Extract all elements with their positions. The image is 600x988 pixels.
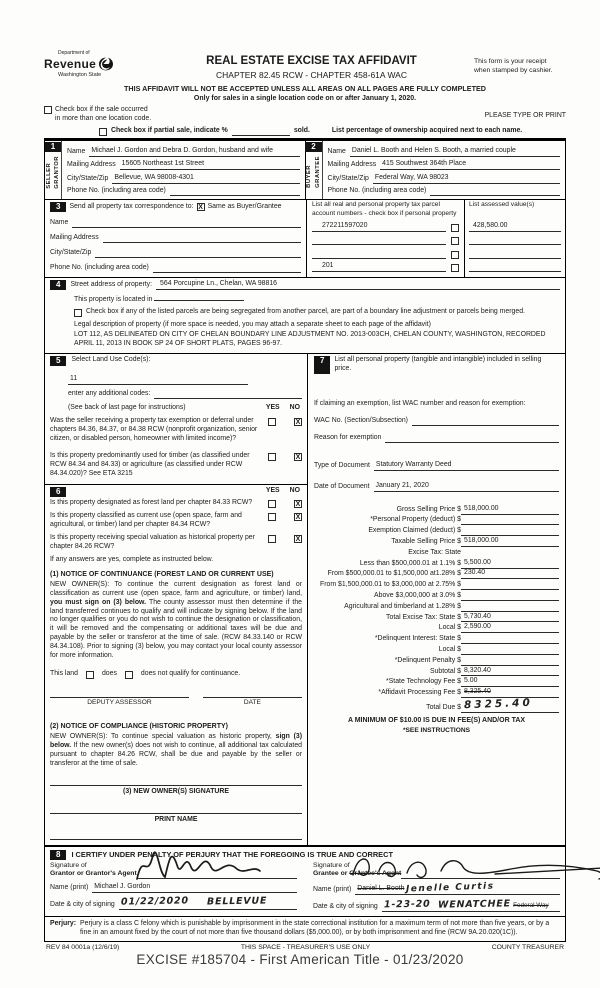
- grantee-name-handwritten[interactable]: Jenelle Curtis: [406, 881, 496, 895]
- exemption-note: If claiming an exemption, list WAC number and reason for exemption:: [314, 399, 526, 407]
- receipt-note-line1: This form is your receipt: [474, 58, 547, 65]
- wac-field[interactable]: [412, 418, 559, 426]
- s5-question-2: Is this property predominantly used for timber (as classified under RCW 84.34 and 84.33) or agriculture (as classified under RCW 84.34.020)? See ETA 3215: [50, 451, 250, 477]
- tax-value-field[interactable]: [461, 589, 559, 590]
- grantee-agent-struck-label: Grantee's Agent: [349, 870, 402, 878]
- send-correspondence-label: Send all property tax correspondence to:: [69, 202, 194, 210]
- tax-label: Local $: [438, 624, 461, 632]
- located-in-field[interactable]: [154, 293, 244, 301]
- personal-property-title: List all personal property (tangible and intangible) included in selling price.: [334, 355, 542, 372]
- assessed-value-field[interactable]: [469, 232, 561, 246]
- assessed-values-header: List assessed value(s): [469, 201, 535, 209]
- personal-property-checkbox[interactable]: [451, 237, 459, 245]
- does-not-qualify-checkbox[interactable]: [125, 671, 133, 679]
- street-address-field[interactable]: 564 Porcupine Ln., Chelan, WA 98816: [156, 280, 560, 290]
- tax-value-field[interactable]: 2,590.00: [461, 623, 559, 633]
- segregated-checkbox[interactable]: [74, 309, 82, 317]
- street-address-label: Street address of property:: [70, 281, 153, 289]
- assessed-value-field[interactable]: 428,580.00: [469, 218, 561, 232]
- segregated-label: Check box if any of the listed parcels are being segregated from another parcel, are part of a boundary line adjustment or parcels being merged.: [86, 308, 525, 316]
- seller-mailing-label: Mailing Address: [67, 161, 116, 169]
- s5-q1-yes-checkbox[interactable]: [268, 418, 276, 426]
- tax-label: Total Excise Tax: State $: [386, 613, 461, 621]
- legal-description-label: Legal description of property (if more space is needed, you may attach a separate sheet to each page of the affidavit): [74, 321, 431, 329]
- tax-value-field[interactable]: 230.40: [461, 569, 559, 579]
- grantor-date-city-label: Date & city of signing: [50, 900, 115, 908]
- section-8-badge: 8: [50, 850, 66, 860]
- s6-q2-no-checkbox[interactable]: X: [295, 513, 301, 521]
- grantor-signature-of-label: Signature of: [50, 861, 87, 869]
- tax-label: Agricultural and timberland at 1.28% $: [344, 602, 461, 610]
- tax-label: Exemption Claimed (deduct) $: [368, 527, 461, 535]
- s6-question-1: Is this property designated as forest land per chapter 84.33 RCW?: [50, 498, 253, 506]
- buyer-city-label: City/State/Zip: [327, 174, 369, 182]
- reason-label: Reason for exemption: [314, 433, 382, 441]
- tax-value-field[interactable]: 8,320.40: [461, 667, 559, 677]
- s6-question-3: Is this property receiving special valuation as historical property per chapter 84.26 RCW?: [50, 533, 255, 550]
- parcel-number-field[interactable]: [312, 244, 446, 245]
- s6-q1-yes-checkbox[interactable]: [268, 500, 276, 508]
- corr-name-field[interactable]: [72, 220, 301, 228]
- document-body: [44, 48, 566, 955]
- doc-date-label: Date of Document: [314, 482, 370, 490]
- tax-label: Local $: [438, 645, 461, 653]
- header: [44, 48, 566, 81]
- perjury-text: Perjury is a class C felony which is punishable by imprisonment in the state correctional institution for a maximum term of not more than five years, or by a fine in an amount fixed by the court of not more than five thousand dollars ($5,000.00), or by both imprisonment and fine (RCW 9A.20.020(1C)).: [80, 920, 550, 937]
- grantor-agent-label: Grantor or Grantor's Agent: [50, 870, 137, 878]
- revenue-logo: [44, 48, 149, 81]
- buyer-name-field[interactable]: Daniel L. Booth and Helen S. Booth, a married couple: [350, 147, 560, 157]
- s6-q3-no-checkbox[interactable]: X: [295, 535, 301, 543]
- doc-type-field[interactable]: Statutory Warranty Deed: [374, 461, 559, 471]
- doc-date-field[interactable]: January 21, 2020: [374, 482, 559, 492]
- seller-name-label: Name: [67, 147, 86, 155]
- s5-q2-yes-checkbox[interactable]: [268, 453, 276, 461]
- grantor-date-handwritten[interactable]: 01/22/2020: [120, 895, 189, 908]
- s6-q2-yes-checkbox[interactable]: [268, 513, 276, 521]
- section-4-badge: 4: [50, 280, 66, 290]
- tax-label: *Delinquent Penalty $: [394, 656, 461, 664]
- date-line: DATE: [203, 697, 302, 708]
- tax-value-field[interactable]: 5,500.00: [461, 559, 559, 569]
- corr-city-label: City/State/Zip: [50, 249, 92, 257]
- s6-q3-yes-checkbox[interactable]: [268, 535, 276, 543]
- seller-section: 1 SELLER GRANTOR Name Michael J. Gordon and Debra D. Gordon, husband and wife Mailing Address 15605 Northeast 1st Street City/State/Zip Bellevue, WA 98008-4301 Phone No. (including area code): [45, 141, 305, 199]
- section-4: [44, 278, 566, 354]
- section-1-badge: 1: [45, 142, 61, 152]
- perjury-label: Perjury:: [50, 920, 77, 928]
- partial-percent-field[interactable]: [232, 128, 290, 136]
- tax-value-field[interactable]: [461, 524, 559, 525]
- revenue-swirl-icon: [98, 57, 114, 71]
- dept-of-label: Department of: [58, 50, 90, 56]
- buyer-name-label: Name: [327, 147, 346, 155]
- seller-phone-field[interactable]: [170, 188, 300, 196]
- tax-label: From $1,500,000.01 to $3,000,000 at 2.75% $: [320, 581, 461, 589]
- tax-value-field[interactable]: 5,730.40: [461, 613, 559, 623]
- tax-label: From $500,000.01 to $1,500,000 at1.28% $: [327, 570, 461, 578]
- grantee-signature-field[interactable]: [401, 865, 560, 879]
- does-label: does: [101, 670, 117, 678]
- accepted-warning: THIS AFFIDAVIT WILL NOT BE ACCEPTED UNLESS ALL AREAS ON ALL PAGES ARE FULLY COMPLETED: [124, 83, 486, 93]
- excise-stamp: EXCISE #185704 - First American Title - 01/23/2020: [136, 952, 464, 967]
- tax-value-field[interactable]: [461, 643, 559, 644]
- grantee-date-city-label: Date & city of signing: [313, 903, 378, 911]
- tax-label: Taxable Selling Price $: [391, 537, 461, 545]
- located-in-label: This property is located in: [74, 293, 560, 305]
- corr-phone-label: Phone No. (including area code): [50, 264, 149, 272]
- partial-sale-checkbox[interactable]: [99, 128, 107, 136]
- personal-property-checkbox[interactable]: [451, 251, 459, 259]
- if-yes-note: If any answers are yes, complete as instructed below.: [50, 555, 214, 563]
- grantee-signature-block: Signature of Grantee or Grantee's Agent Name (print) Daniel L. Booth Jenelle Curtis Date & city of signing 1-23-20 WENATCHEE Federal Way: [313, 862, 560, 913]
- yes-header: YES: [265, 403, 280, 411]
- receipt-note: [474, 48, 566, 81]
- corr-name-label: Name: [50, 219, 69, 227]
- grantor-print-name-label: Name (print): [50, 883, 89, 891]
- assessed-value-field[interactable]: [469, 259, 561, 273]
- seller-city-field[interactable]: Bellevue, WA 98008-4301: [112, 174, 299, 184]
- parcel-number-field[interactable]: 272211597020: [312, 222, 446, 232]
- washington-state-label: Washington State: [58, 72, 102, 79]
- section-3: [44, 200, 566, 278]
- grantor-signature-field[interactable]: [137, 865, 297, 879]
- minimum-due-note: A MINIMUM OF $10.00 IS DUE IN FEE(S) AND/OR TAX: [347, 717, 526, 725]
- sold-label: sold.: [293, 127, 310, 135]
- multi-location-checkbox[interactable]: [44, 106, 52, 114]
- ownership-note: List percentage of ownership acquired next to each name.: [331, 127, 523, 135]
- personal-property-checkbox[interactable]: [451, 264, 459, 272]
- buyer-mailing-field[interactable]: 415 Southwest 364th Place: [380, 160, 560, 170]
- tax-value-field[interactable]: 518,000.00: [461, 505, 559, 515]
- land-use-title: Select Land Use Code(s):: [71, 356, 151, 364]
- grantee-signature-of-label: Signature of: [313, 861, 350, 869]
- does-qualify-checkbox[interactable]: [86, 671, 94, 679]
- tax-label: *State Technology Fee $: [386, 678, 461, 686]
- rev-number: REV 84 0001a (12/6/19): [46, 944, 120, 952]
- s5-q1-no-checkbox[interactable]: X: [295, 418, 301, 426]
- see-back-note: (See back of last page for instructions): [68, 403, 186, 411]
- corr-phone-field[interactable]: [153, 265, 301, 273]
- section-7: [308, 354, 565, 845]
- section-5: [45, 354, 307, 485]
- tax-label: Above $3,000,000 at 3.0% $: [374, 591, 461, 599]
- section-6-badge: 6: [50, 487, 66, 497]
- buyer-phone-label: Phone No. (including area code): [327, 187, 427, 195]
- tax-computation: [314, 504, 559, 736]
- perjury-section: [44, 917, 566, 942]
- parcel-numbers-header: List all real and personal property tax parcel account numbers - check box if personal property: [312, 201, 457, 217]
- same-as-buyer-checkbox[interactable]: X: [198, 204, 203, 212]
- buyer-section: 2 BUYER GRANTEE Name Daniel L. Booth and Helen S. Booth, a married couple Mailing Address 415 Southwest 364th Place City/State/Zip Federal Way, WA 98023 Phone No. (including area code): [305, 141, 566, 199]
- does-not-label: does not qualify for continuance.: [140, 670, 241, 678]
- no-header: NO: [289, 403, 300, 411]
- grantor-city-handwritten[interactable]: BELLEVUE: [206, 895, 267, 908]
- section-6: [45, 485, 307, 845]
- buyer-phone-field[interactable]: [430, 188, 560, 196]
- tax-value-field[interactable]: 518,000.00: [461, 537, 559, 547]
- compliance-title: (2) NOTICE OF COMPLIANCE (HISTORIC PROPERTY): [50, 722, 228, 730]
- new-owner-signature-line[interactable]: (3) NEW OWNER(S) SIGNATURE: [50, 785, 302, 797]
- section-2-badge: 2: [305, 142, 321, 152]
- total-due-handwritten[interactable]: 8325.40: [463, 697, 533, 712]
- compliance-text: NEW OWNER(S): To continue special valuation as historic property, sign (3) below. If the new owner(s) does not wish to continue, all additional tax calculated pursuant to chapter 84.26 RCW, shall be due and payable by the seller or transferor at the time of sale.: [50, 732, 302, 767]
- receipt-note-line2: when stamped by cashier.: [474, 66, 553, 74]
- seller-name-field[interactable]: Michael J. Gordon and Debra D. Gordon, husband and wife: [89, 147, 299, 157]
- grantee-city-struck: Federal Way: [513, 902, 549, 910]
- buyer-side-label: BUYER: [306, 165, 313, 189]
- revenue-wordmark: Revenue: [44, 56, 97, 71]
- wac-label: WAC No. (Section/Subsection): [314, 416, 408, 424]
- single-location-note: Only for sales in a single location code on or after January 1, 2020.: [193, 95, 417, 103]
- grantor-print-name-field[interactable]: Michael J. Gordon: [92, 883, 297, 893]
- seller-mailing-field[interactable]: 15605 Northeast 1st Street: [120, 160, 300, 170]
- tax-label: Total Due $: [426, 704, 461, 712]
- parcel-number-field[interactable]: [312, 258, 446, 259]
- continuance-text: NEW OWNER(S): To continue the current designation as forest land or classification as current use (open space, farm and agriculture, or timber) land, you must sign on (3) below. The county assessor must then determine if the land transferred continues to qualify and will indicate by signing below. If the land no longer qualifies or you do not wish to continue the designation or classification, it will be removed and the compensating or additional taxes will be due and payable by the seller or transferor at the time of sale. (RCW 84.33.140 or RCW 84.34.108). Prior to signing (3) below, you may contact your local county assessor for more information.: [50, 580, 302, 660]
- treasurer-space-label: THIS SPACE - TREASURER'S USE ONLY: [240, 944, 371, 952]
- partial-sale-label: Check box if partial sale, indicate %: [111, 127, 228, 135]
- doc-type-label: Type of Document: [314, 461, 370, 469]
- county-treasurer-label: COUNTY TREASURER: [491, 944, 564, 952]
- section-3-badge: 3: [50, 202, 66, 212]
- section-7-badge: 7: [314, 356, 330, 374]
- grantee-city-handwritten[interactable]: WENATCHEE: [438, 898, 512, 911]
- deputy-assessor-line: DEPUTY ASSESSOR: [50, 697, 189, 708]
- this-land-label: This land: [50, 670, 78, 678]
- legal-description-value: LOT 112, AS DELINEATED ON CITY OF CHELAN BOUNDARY LINE ADJUSTMENT NO. 2013-003CH, CHELAN COUNTY, WASHINGTON, RECORDED APRIL 11, 2013 IN BOOK SP 24 OF SHORT PLATS, PAGES 96-97.: [74, 331, 546, 347]
- tax-label: Less than $500,000.01 at 1.1% $: [359, 559, 461, 567]
- tax-label: Subtotal $: [429, 667, 461, 675]
- reason-field[interactable]: [385, 435, 559, 443]
- grantee-date-handwritten[interactable]: 1-23-20: [383, 898, 431, 911]
- s6-question-2: Is this property classified as current use (open space, farm and agricultural, or timber) land per chapter 84.34 RCW?: [50, 511, 242, 528]
- tax-label: *Personal Property (deduct) $: [370, 516, 461, 524]
- chapter-subtitle: CHAPTER 82.45 RCW - CHAPTER 458-61A WAC: [216, 69, 407, 80]
- tax-label: Excise Tax: State: [408, 548, 461, 556]
- tax-label: *Affidavit Processing Fee $: [378, 689, 461, 697]
- buyer-mailing-label: Mailing Address: [327, 161, 377, 169]
- tax-label: *Delinquent Interest: State $: [374, 635, 461, 643]
- tax-value-field[interactable]: [461, 654, 559, 655]
- additional-codes-field[interactable]: [154, 391, 302, 399]
- tax-value-field[interactable]: [461, 600, 559, 601]
- certify-statement: I CERTIFY UNDER PENALTY OF PERJURY THAT THE FOREGOING IS TRUE AND CORRECT: [71, 849, 393, 859]
- yes-header: YES: [265, 487, 280, 495]
- section-5-badge: 5: [50, 356, 66, 366]
- section-8: [44, 847, 566, 918]
- tax-label: Gross Selling Price $: [396, 505, 461, 513]
- grantee-print-name-label: Name (print): [313, 886, 352, 894]
- seller-city-label: City/State/Zip: [67, 174, 109, 182]
- personal-property-checkbox[interactable]: [451, 224, 459, 232]
- print-name-line[interactable]: PRINT NAME: [50, 813, 302, 825]
- s6-q1-no-checkbox[interactable]: X: [295, 500, 301, 508]
- seller-phone-label: Phone No. (including area code): [67, 187, 166, 195]
- no-header: NO: [289, 487, 300, 495]
- corr-mailing-label: Mailing Address: [50, 234, 99, 242]
- s5-q2-no-checkbox[interactable]: X: [295, 453, 301, 461]
- s5-question-1: Was the seller receiving a property tax exemption or deferral under chapters 84.36, 84.37, or 84.38 RCW (nonprofit organization, senior citizen, or disabled person, homeowner with limited income)?: [50, 416, 258, 442]
- assessed-value-field[interactable]: [469, 245, 561, 259]
- additional-codes-label: enter any additional codes:: [68, 389, 151, 397]
- see-instructions-note: *SEE INSTRUCTIONS: [402, 727, 471, 735]
- corr-city-field[interactable]: [95, 250, 301, 258]
- multi-location-label: Check box if the sale occurred in more than one location code.: [55, 106, 152, 123]
- grantee-printed-name-struck: Daniel L. Booth: [357, 884, 405, 892]
- seller-side-label: SELLER: [45, 163, 52, 190]
- same-as-buyer-label: Same as Buyer/Grantee: [207, 202, 282, 210]
- buyer-city-field[interactable]: Federal Way, WA 98023: [373, 174, 560, 184]
- grantor-signature-block: [50, 862, 297, 913]
- continuance-title: (1) NOTICE OF CONTINUANCE (FOREST LAND OR CURRENT USE): [50, 570, 274, 578]
- parcel-number-field[interactable]: 201: [312, 262, 446, 272]
- tax-value-field[interactable]: 5.00: [461, 677, 559, 687]
- please-type-note: PLEASE TYPE OR PRINT: [484, 112, 566, 120]
- form-title: REAL ESTATE EXCISE TAX AFFIDAVIT: [206, 55, 417, 67]
- land-use-code-field[interactable]: 11: [68, 375, 248, 385]
- tax-value-field[interactable]: 8,325.40: [461, 688, 559, 698]
- corr-mailing-field[interactable]: [103, 235, 301, 243]
